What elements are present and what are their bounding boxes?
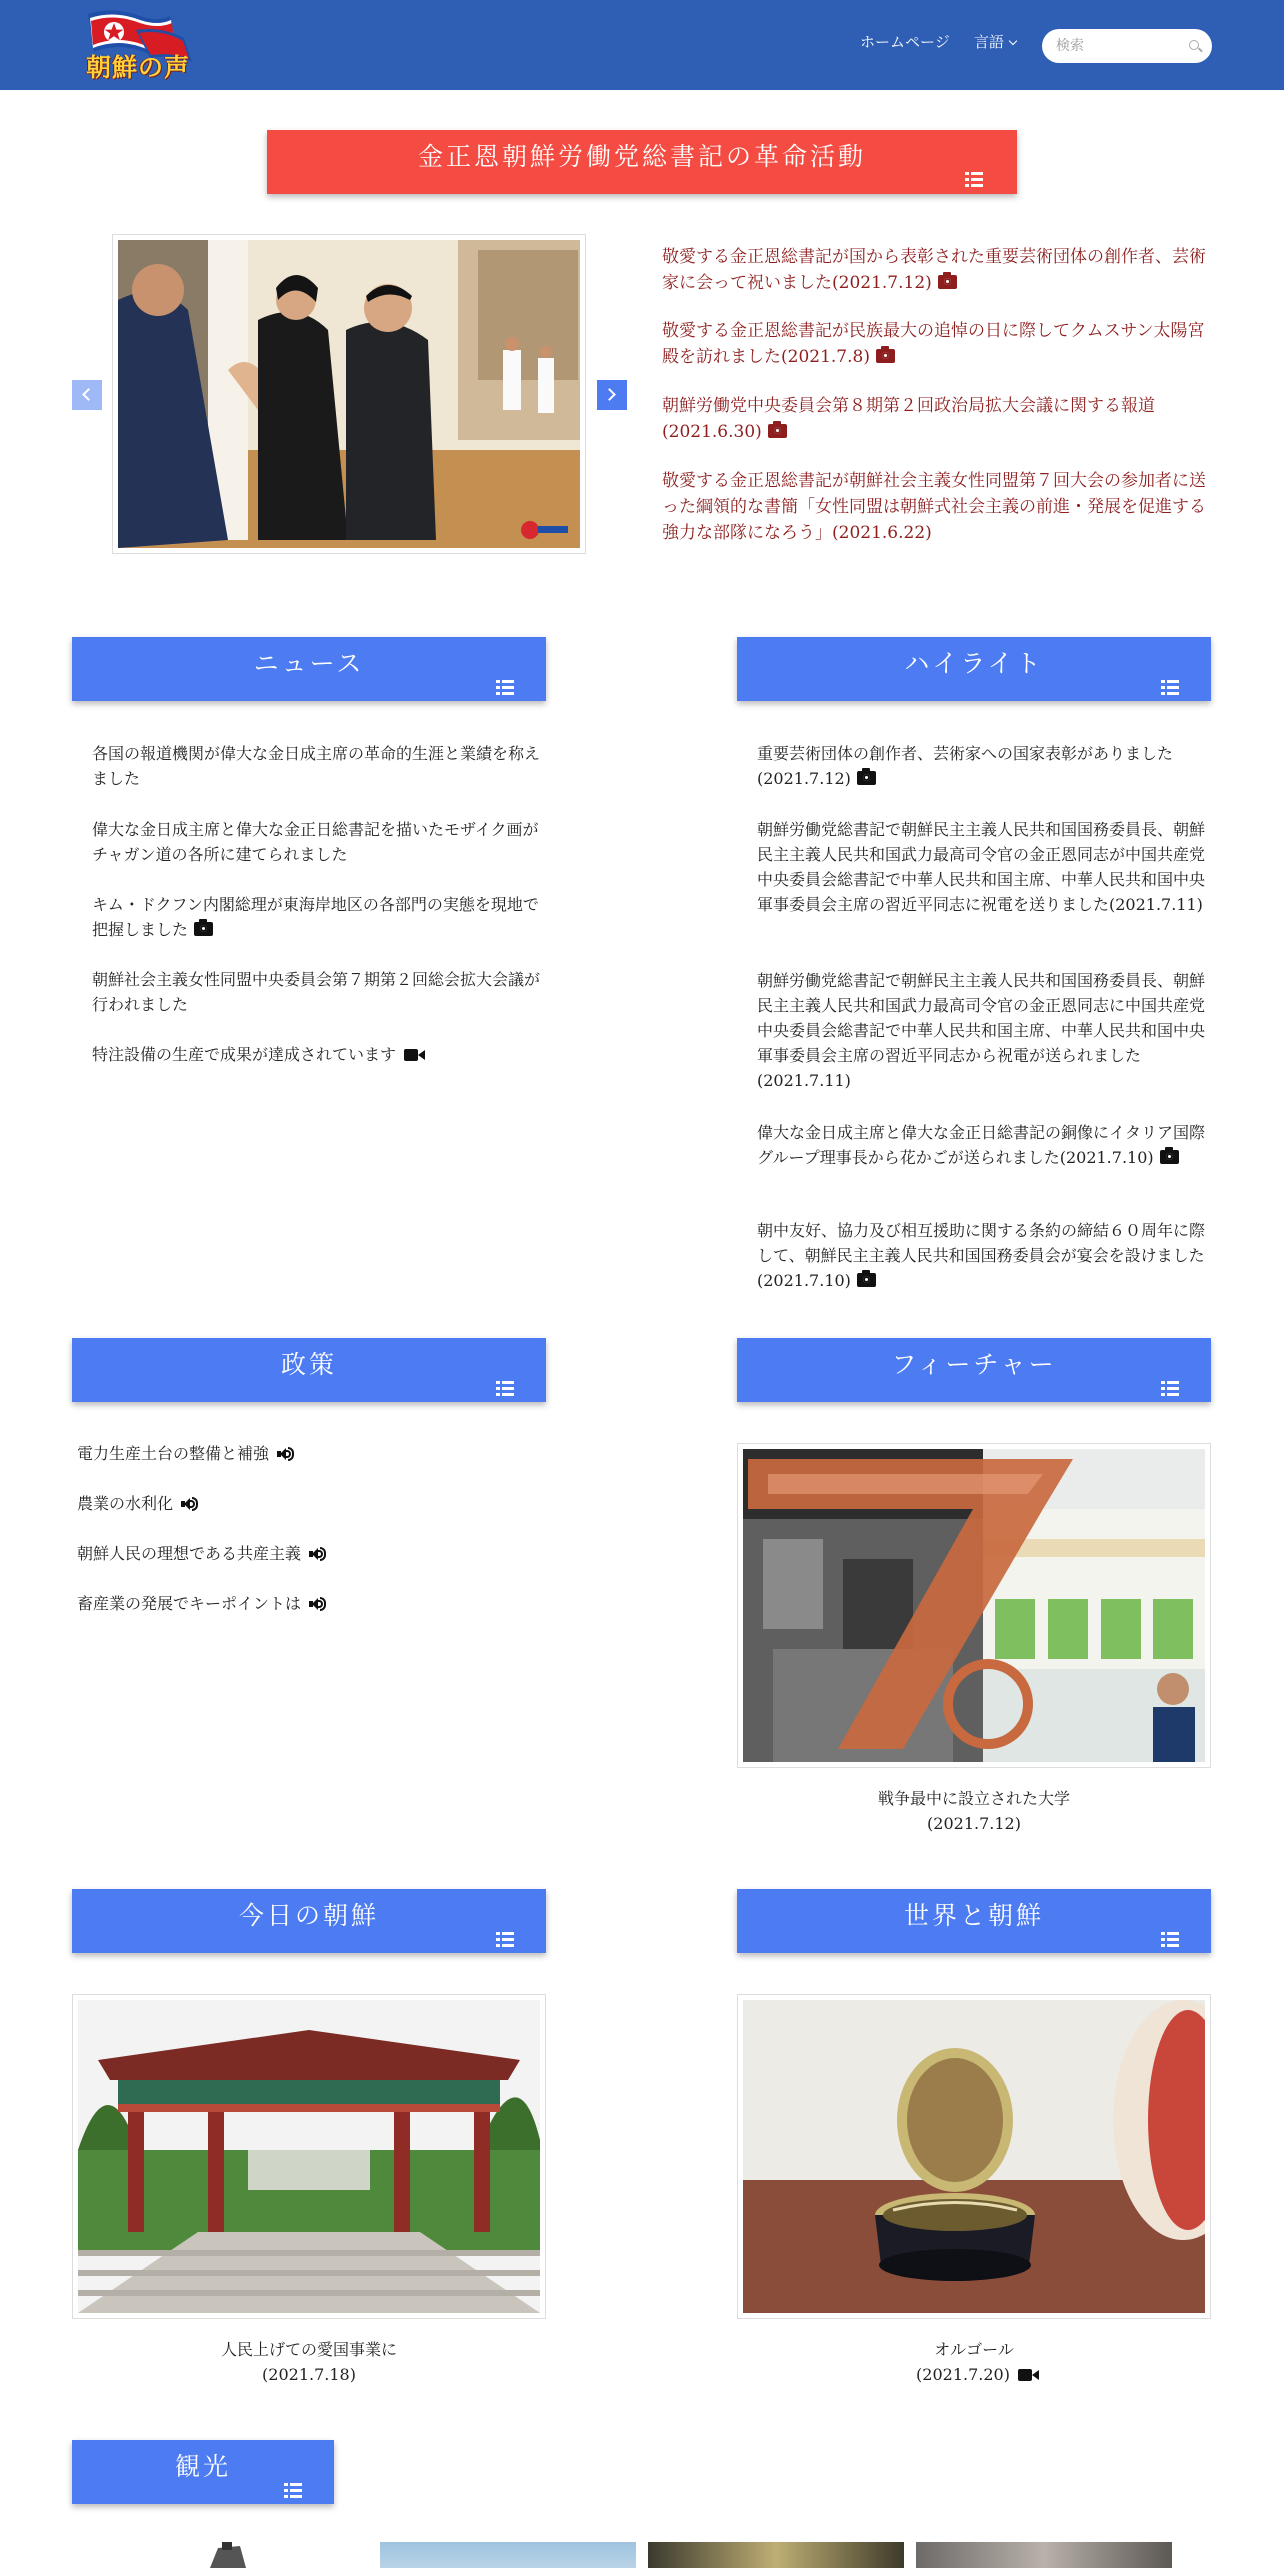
nav-language-menu[interactable] <box>974 31 1016 52</box>
highlight-item-text: 朝鮮労働党総書記で朝鮮民主主義人民共和国国務委員長、朝鮮民主主義人民共和国武力最高司令官の金正恩同志が中国共産党中央委員会総書記で中華人民共和国主席、中華人民共和国中央軍事委員会主席の習近平同志に祝電を送りました(2021.7.11) <box>757 820 1206 914</box>
feature-header[interactable] <box>737 1338 1211 1402</box>
speaker-icon <box>277 1447 293 1461</box>
headline-text: 敬愛する金正恩総書記が民族最大の追悼の日に際してクムスサン太陽宮殿を訪れました(2021.7.8) <box>662 321 1205 367</box>
slider-next-button[interactable] <box>597 380 627 410</box>
news-item[interactable] <box>92 817 546 867</box>
camera-icon <box>768 424 787 438</box>
news-item[interactable] <box>92 741 546 791</box>
chevron-down-icon <box>1009 37 1017 45</box>
feature-caption-date: (2021.7.12) <box>927 1814 1021 1833</box>
tourism-thumbnail[interactable] <box>648 2542 904 2568</box>
feature-photo <box>743 1449 1205 1762</box>
tourism-thumbnail[interactable] <box>380 2542 636 2568</box>
search-icon[interactable] <box>1189 40 1199 50</box>
video-icon <box>1018 2369 1032 2381</box>
list-icon <box>1161 680 1179 695</box>
world-photo-art <box>743 2000 1205 2313</box>
tourism-thumbnail[interactable] <box>200 2542 260 2568</box>
headline-text: 朝鮮労働党中央委員会第８期第２回政治局拡大会議に関する報道(2021.6.30) <box>662 396 1155 442</box>
chevron-right-icon <box>603 388 616 401</box>
search-input[interactable] <box>1056 36 1176 56</box>
highlight-item[interactable] <box>757 1120 1211 1170</box>
news-title: ニュース <box>253 649 365 678</box>
today-header[interactable] <box>72 1889 546 1953</box>
camera-icon <box>194 922 213 936</box>
world-photo <box>743 2000 1205 2313</box>
chevron-left-icon <box>82 388 95 401</box>
highlight-item-text: 重要芸術団体の創作者、芸術家への国家表彰がありました(2021.7.12) <box>757 744 1174 788</box>
policy-item[interactable] <box>77 1541 325 1566</box>
speaker-icon <box>309 1597 325 1611</box>
feature-image[interactable] <box>737 1443 1211 1768</box>
highlights-header[interactable] <box>737 637 1211 701</box>
policy-item[interactable] <box>77 1591 325 1616</box>
feature-photo-art <box>743 1449 1205 1762</box>
featured-headline[interactable] <box>662 393 1214 445</box>
highlight-item[interactable] <box>757 741 1211 791</box>
highlights-title: ハイライト <box>904 649 1044 678</box>
policy-title: 政策 <box>280 1350 337 1379</box>
featured-headline[interactable] <box>662 318 1214 370</box>
headline-text: 敬愛する金正恩総書記が国から表彰された重要芸術団体の創作者、芸術家に会って祝いました(2021.7.12) <box>662 247 1206 293</box>
news-item-text: 特注設備の生産で成果が達成されています <box>92 1045 397 1064</box>
highlight-item[interactable] <box>757 817 1211 917</box>
world-caption-date: (2021.7.20) <box>916 2365 1010 2384</box>
camera-icon <box>857 1273 876 1287</box>
language-label: 言語 <box>974 33 1005 51</box>
camera-icon <box>876 349 895 363</box>
tourism-title: 観光 <box>174 2452 231 2481</box>
photo-slider[interactable] <box>112 234 586 554</box>
policy-header[interactable] <box>72 1338 546 1402</box>
policy-item[interactable] <box>77 1491 197 1516</box>
policy-item-text: 朝鮮人民の理想である共産主義 <box>77 1544 302 1563</box>
today-caption[interactable] <box>72 2337 546 2387</box>
slide-photo-art <box>118 240 580 548</box>
list-icon <box>1161 1932 1179 1947</box>
headline-text: 敬愛する金正恩総書記が朝鮮社会主義女性同盟第７回大会の参加者に送った綱領的な書簡「女性同盟は朝鮮式社会主義の前進・発展を促進する強力な部隊になろう」(2021.6.22) <box>662 471 1206 543</box>
highlight-item-text: 朝中友好、協力及び相互援助に関する条約の締結６０周年に際して、朝鮮民主主義人民共和国国務委員会が宴会を設けました(2021.7.10) <box>757 1221 1206 1290</box>
news-item-text: キム・ドクフン内閣総理が東海岸地区の各部門の実態を現地で把握しました <box>92 895 539 939</box>
list-icon <box>496 680 514 695</box>
featured-headline[interactable] <box>662 468 1214 546</box>
policy-item-text: 畜産業の発展でキーポイントは <box>77 1594 302 1613</box>
today-photo <box>78 2000 540 2313</box>
tourism-thumb-art <box>200 2542 260 2568</box>
policy-item[interactable] <box>77 1441 293 1466</box>
highlight-item[interactable] <box>757 1218 1211 1293</box>
news-header[interactable] <box>72 637 546 701</box>
featured-headline[interactable] <box>662 244 1214 296</box>
slide-photo <box>118 240 580 548</box>
news-item-text: 各国の報道機関が偉大な金日成主席の革命的生涯と業績を称えました <box>92 744 541 788</box>
news-item-text: 偉大な金日成主席と偉大な金正日総書記を描いたモザイク画がチャガン道の各所に建てられました <box>92 820 539 864</box>
news-item[interactable] <box>92 892 546 942</box>
list-icon <box>965 172 983 187</box>
speaker-icon <box>309 1547 325 1561</box>
news-item-text: 朝鮮社会主義女性同盟中央委員会第７期第２回総会拡大会議が行われました <box>92 970 541 1014</box>
today-photo-art <box>78 2000 540 2313</box>
world-title: 世界と朝鮮 <box>903 1901 1044 1930</box>
feature-title: フィーチャー <box>891 1350 1057 1379</box>
tourism-thumbnail[interactable] <box>916 2542 1172 2568</box>
list-icon <box>1161 1381 1179 1396</box>
nav-home-link[interactable]: ホームページ <box>860 33 950 51</box>
feature-caption-title: 戦争最中に設立された大学 <box>877 1789 1070 1808</box>
search-box[interactable] <box>1042 29 1212 63</box>
featured-title: 金正恩朝鮮労働党総書記の革命活動 <box>417 142 866 171</box>
today-image[interactable] <box>72 1994 546 2319</box>
world-caption-title: オルゴール <box>934 2340 1014 2359</box>
video-icon <box>404 1049 418 1061</box>
logo-text: 朝鮮の声 <box>86 53 191 82</box>
today-title: 今日の朝鮮 <box>238 1901 379 1930</box>
feature-caption[interactable] <box>737 1786 1211 1836</box>
camera-icon <box>1160 1150 1179 1164</box>
world-header[interactable] <box>737 1889 1211 1953</box>
speaker-icon <box>181 1497 197 1511</box>
list-icon <box>496 1381 514 1396</box>
world-caption[interactable] <box>737 2337 1211 2387</box>
tourism-header[interactable] <box>72 2440 334 2504</box>
featured-header[interactable] <box>267 130 1017 194</box>
today-caption-date: (2021.7.18) <box>262 2365 356 2384</box>
policy-item-text: 農業の水利化 <box>77 1494 174 1513</box>
camera-icon <box>857 771 876 785</box>
news-item[interactable] <box>92 1042 546 1067</box>
highlight-item[interactable] <box>757 968 1211 1093</box>
list-icon <box>284 2483 302 2498</box>
navbar <box>0 0 1284 90</box>
policy-item-text: 電力生産土台の整備と補強 <box>77 1444 270 1463</box>
slider-prev-button[interactable] <box>72 380 102 410</box>
highlight-item-text: 偉大な金日成主席と偉大な金正日総書記の銅像にイタリア国際グループ理事長から花かごが送られました(2021.7.10) <box>757 1123 1206 1167</box>
news-item[interactable] <box>92 967 546 1017</box>
world-image[interactable] <box>737 1994 1211 2319</box>
camera-icon <box>938 275 957 289</box>
today-caption-title: 人民上げての愛国事業に <box>220 2340 397 2359</box>
highlight-item-text: 朝鮮労働党総書記で朝鮮民主主義人民共和国国務委員長、朝鮮民主主義人民共和国武力最高司令官の金正恩同志に中国共産党中央委員会総書記で中華人民共和国主席、中華人民共和国中央軍事委員会主席の習近平同志から祝電が送られました(2021.7.11) <box>757 971 1206 1090</box>
list-icon <box>496 1932 514 1947</box>
